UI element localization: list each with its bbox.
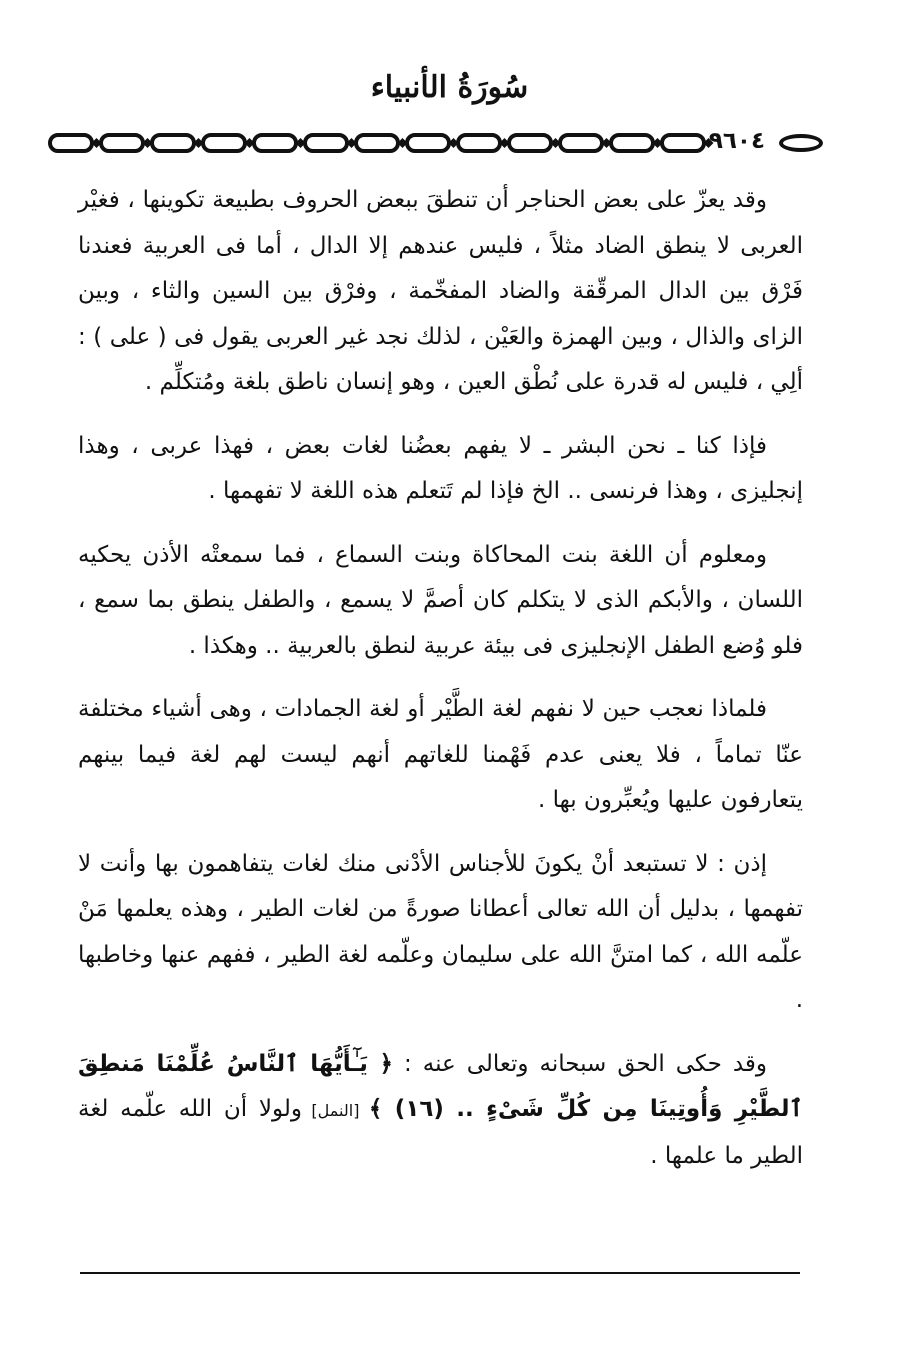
page-body-text — [78, 178, 803, 1197]
chain-link — [509, 135, 551, 151]
paragraph-2: فإذا كنا ـ نحن البشر ـ لا يفهم بعضُنا لغات بعض ، فهذا عربى ، وهذا إنجليزى ، وهذا فرنسى .. الخ فإذا لم تَتعلم هذه اللغة لا تفهمها . — [78, 432, 803, 504]
chain-link — [152, 135, 194, 151]
chain-link — [662, 135, 704, 151]
paragraph-6-lead: وقد حكى الحق سبحانه وتعالى عنه : — [393, 1050, 767, 1077]
surah-title: سُورَةُ الأنبياء — [370, 70, 529, 105]
paragraph-6 — [78, 1042, 803, 1180]
chain-link — [50, 135, 92, 151]
paragraph-6-tail: ولولا أن الله علّمه لغة الطير ما علمها . — [78, 1096, 803, 1169]
paragraph-5: إذن : لا تستبعد أنْ يكونَ للأجناس الأدْنى منك لغات يتفاهمون بها وأنت لا تفهمها ، بدليل أن الله تعالى أعطانا صورةً من لغات الطير ، وهذه يعلمها مَنْ علّمه الله ، كما امتنَّ الله على سليمان وعلّمه لغة الطير ، ففهم عنها وخاطبها . — [78, 850, 803, 1013]
chain-ornament — [48, 128, 718, 158]
chain-link — [560, 135, 602, 151]
chain-link — [101, 135, 143, 151]
chain-link — [611, 135, 653, 151]
quran-quote: ﴿ يَـٰٓأَيُّهَا ٱلنَّاسُ عُلِّمْنَا مَنطِقَ ٱلطَّيْرِ وَأُوتِينَا مِن كُلِّ شَىْءٍ .. (١٦) ﴾ — [78, 1050, 804, 1122]
chain-link — [356, 135, 398, 151]
page-number: ٩٦٠٤ — [708, 128, 765, 154]
chain-link — [203, 135, 245, 151]
chain-link — [305, 135, 347, 151]
paragraph-1: وقد يعزّ على بعض الحناجر أن تنطقَ ببعض الحروف بطبيعة تكوينها ، فغيْر العربى لا ينطق الضاد مثلاً ، فليس عندهم إلا الدال ، أما فى العربية فعندنا فَرْق بين الدال المرقّقة والضاد المفخّمة ، وفرْق بين السين والثاء ، وبين الزاى والذال ، وبين الهمزة والعَيْن ، لذلك نجد غير العربى يقول فى ( على ) : ألِي ، فليس له قدرة على نُطْق العين ، وهو إنسان ناطق بلغة ومُتكلِّم . — [78, 187, 803, 395]
header-ornament-band — [48, 128, 823, 158]
chain-link — [458, 135, 500, 151]
surah-reference: [النمل] — [301, 1101, 369, 1120]
chain-link — [407, 135, 449, 151]
chain-link — [254, 135, 296, 151]
paragraph-4: فلماذا نعجب حين لا نفهم لغة الطَّيْر أو لغة الجمادات ، وهى أشياء مختلفة عنّا تماماً ، فلا يعنى عدم فَهْمنا للغاتهم أنهم ليست لهم لغة فيما بينهم يتعارفون عليها ويُعبِّرون بها . — [78, 696, 803, 813]
ornament-end-link — [779, 134, 823, 152]
footer-divider — [80, 1272, 800, 1274]
paragraph-3: ومعلوم أن اللغة بنت المحاكاة وبنت السماع ، فما سمعتْه الأذن يحكيه اللسان ، والأبكم الذى لا يتكلم كان أصمَّ لا يسمع ، والطفل ينطق بما سمع ، فلو وُضع الطفل الإنجليزى فى بيئة عربية لنطق بالعربية .. وهكذا . — [78, 541, 803, 659]
